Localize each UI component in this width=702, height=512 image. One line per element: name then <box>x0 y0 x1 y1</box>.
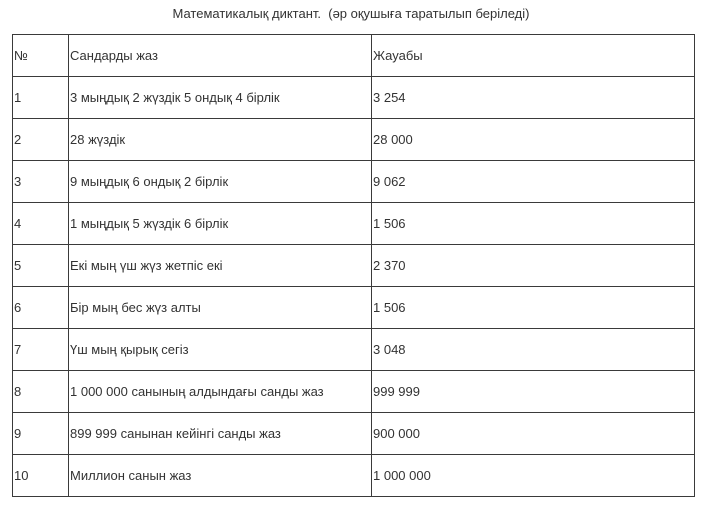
table-row <box>13 77 695 119</box>
task-cell: Екі мың үш жүз жетпіс екі <box>69 245 372 287</box>
column-header-number: № <box>13 35 69 77</box>
answer-cell: 28 000 <box>372 119 695 161</box>
row-number-cell: 4 <box>13 203 69 245</box>
table-row <box>13 413 695 455</box>
row-number-cell: 2 <box>13 119 69 161</box>
table-header-row <box>13 35 695 77</box>
table-row <box>13 119 695 161</box>
row-number-cell: 5 <box>13 245 69 287</box>
table-row <box>13 161 695 203</box>
row-number-cell: 1 <box>13 77 69 119</box>
row-number-cell: 3 <box>13 161 69 203</box>
dictation-table <box>12 34 695 497</box>
table-row <box>13 287 695 329</box>
answer-cell: 1 506 <box>372 287 695 329</box>
column-header-task: Сандарды жаз <box>69 35 372 77</box>
row-number-cell: 8 <box>13 371 69 413</box>
answer-cell: 3 048 <box>372 329 695 371</box>
row-number-cell: 7 <box>13 329 69 371</box>
table-row <box>13 203 695 245</box>
task-cell: 899 999 санынан кейінгі санды жаз <box>69 413 372 455</box>
task-cell: 1 мыңдық 5 жүздік 6 бірлік <box>69 203 372 245</box>
task-cell: 1 000 000 санының алдындағы санды жаз <box>69 371 372 413</box>
answer-cell: 2 370 <box>372 245 695 287</box>
task-cell: Бір мың бес жүз алты <box>69 287 372 329</box>
table-row <box>13 329 695 371</box>
task-cell: 9 мыңдық 6 ондық 2 бірлік <box>69 161 372 203</box>
column-header-answer: Жауабы <box>372 35 695 77</box>
task-cell: Үш мың қырық сегіз <box>69 329 372 371</box>
task-cell: 28 жүздік <box>69 119 372 161</box>
answer-cell: 3 254 <box>372 77 695 119</box>
table-row <box>13 455 695 497</box>
row-number-cell: 9 <box>13 413 69 455</box>
table-row <box>13 371 695 413</box>
table-row <box>13 245 695 287</box>
answer-cell: 1 506 <box>372 203 695 245</box>
answer-cell: 900 000 <box>372 413 695 455</box>
task-cell: Миллион санын жаз <box>69 455 372 497</box>
page-title: Математикалық диктант. (әр оқушыға таратылып беріледі) <box>172 6 530 21</box>
row-number-cell: 6 <box>13 287 69 329</box>
answer-cell: 999 999 <box>372 371 695 413</box>
row-number-cell: 10 <box>13 455 69 497</box>
task-cell: 3 мыңдық 2 жүздік 5 ондық 4 бірлік <box>69 77 372 119</box>
answer-cell: 9 062 <box>372 161 695 203</box>
answer-cell: 1 000 000 <box>372 455 695 497</box>
